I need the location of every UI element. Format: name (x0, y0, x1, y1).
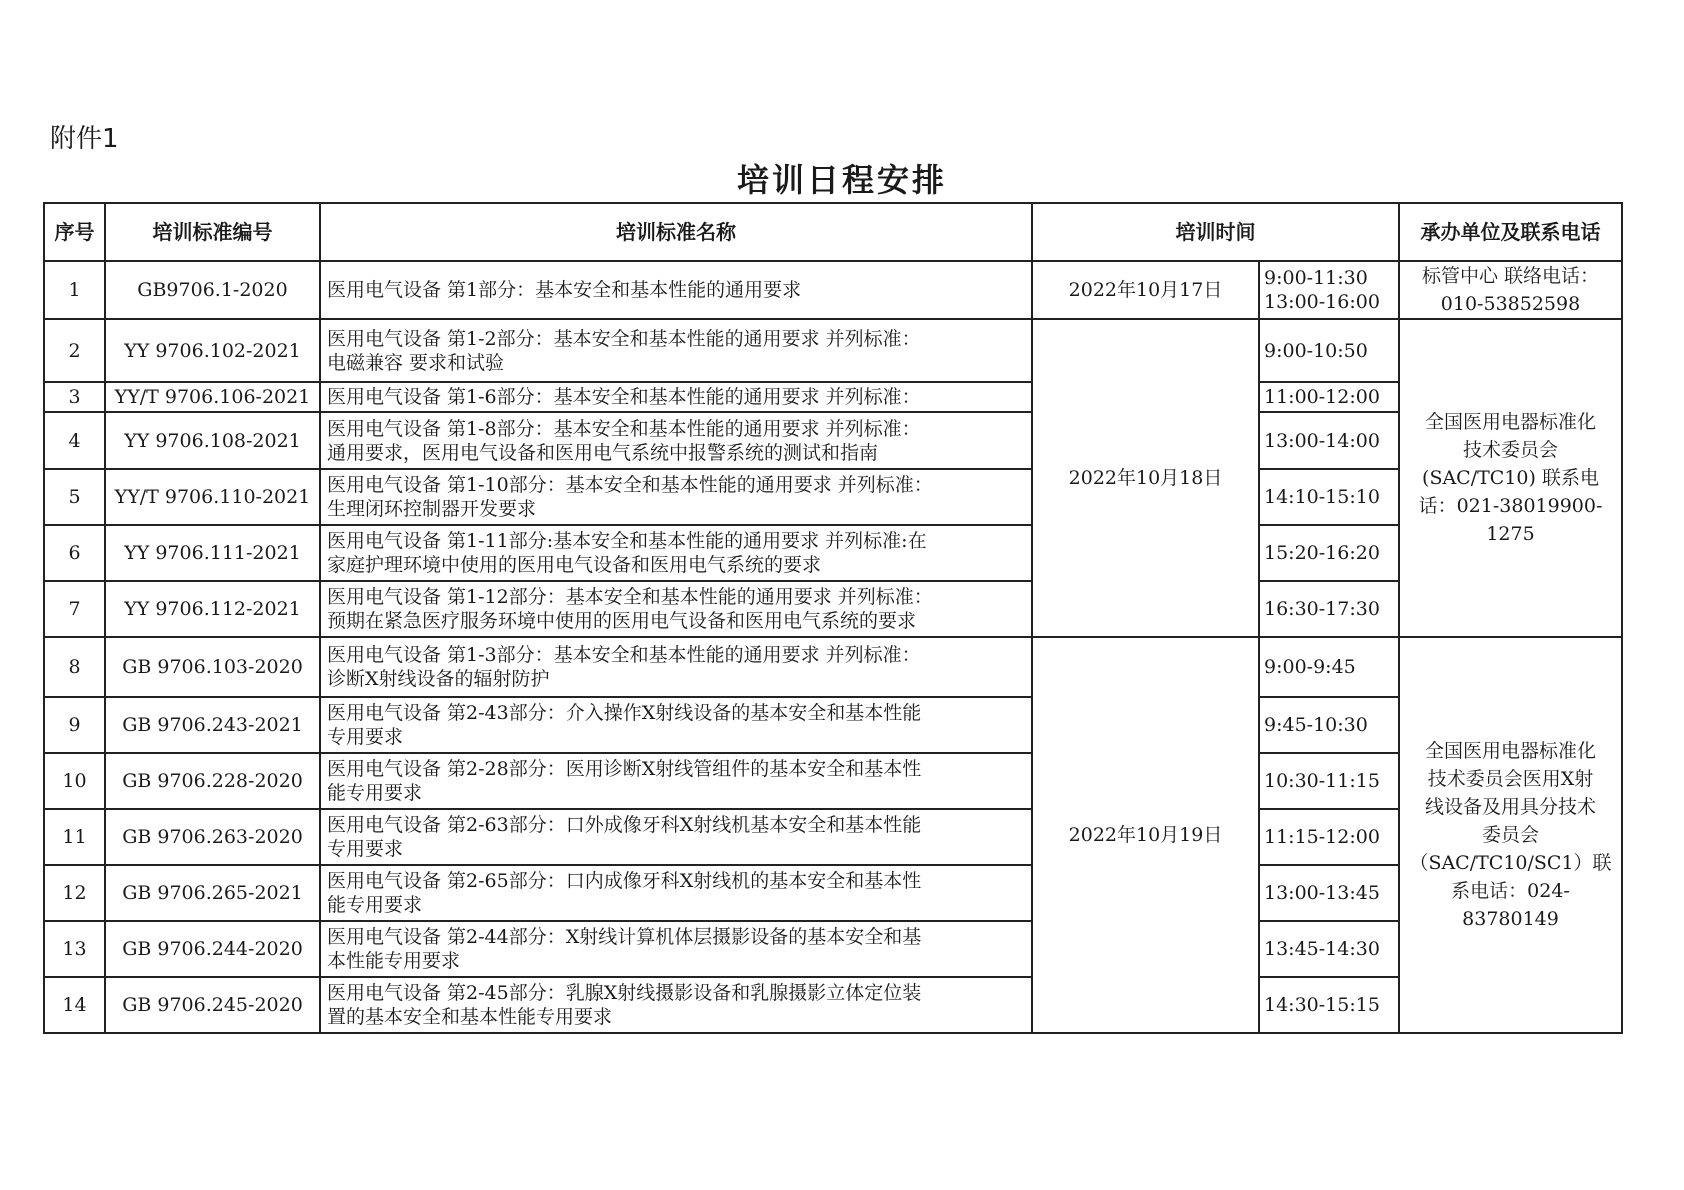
row-no: 8 (44, 637, 105, 697)
table-row (44, 412, 1622, 469)
row-name-line: 通用要求，医用电气设备和医用电气系统中报警系统的测试和指南 (327, 441, 879, 464)
row-name (320, 382, 1032, 412)
row-name-line: 本性能专用要求 (327, 950, 461, 972)
row-time: 13:00-13:45 (1259, 865, 1399, 921)
row-no: 9 (44, 697, 105, 753)
row-name-line: 置的基本安全和基本性能专用要求 (327, 1006, 613, 1028)
org-line: 线设备及用具分技术 (1424, 796, 1596, 818)
row-name-line: 医用电气设备 第1-2部分：基本安全和基本性能的通用要求 并列标准： (327, 327, 921, 350)
row-name (320, 581, 1032, 637)
row-time: 9:45-10:30 (1259, 697, 1399, 753)
row-code: YY/T 9706.110-2021 (105, 469, 320, 525)
row-name-line: 电磁兼容 要求和试验 (327, 351, 505, 374)
header-code: 培训标准编号 (105, 203, 320, 261)
row-no: 11 (44, 809, 105, 865)
org-line: (SAC/TC10) 联系电 (1422, 467, 1599, 489)
org-line: 话：021-38019900- (1418, 495, 1603, 517)
row-name (320, 977, 1032, 1033)
row-no: 4 (44, 412, 105, 469)
row-time: 11:15-12:00 (1259, 809, 1399, 865)
header-name: 培训标准名称 (320, 203, 1032, 261)
row-code: YY 9706.112-2021 (105, 581, 320, 637)
row-name-line: 能专用要求 (327, 894, 423, 916)
org-line: 全国医用电器标准化 (1424, 411, 1596, 433)
row-name (320, 809, 1032, 865)
table-row (44, 382, 1622, 412)
row-time: 9:00-9:45 (1259, 637, 1399, 697)
table-row (44, 319, 1622, 382)
attachment-label: 附件1 (50, 124, 119, 154)
row-time: 15:20-16:20 (1259, 525, 1399, 581)
row-code: YY 9706.102-2021 (105, 319, 320, 382)
row-time: 13:00-14:00 (1259, 412, 1399, 469)
row-code: GB 9706.245-2020 (105, 977, 320, 1033)
table-row (44, 865, 1622, 921)
table-row (44, 581, 1622, 637)
row-no: 13 (44, 921, 105, 977)
row-name-line: 预期在紧急医疗服务环境中使用的医用电气设备和医用电气系统的要求 (327, 610, 917, 632)
row-name (320, 697, 1032, 753)
row-no: 14 (44, 977, 105, 1033)
org-line: 委员会 (1481, 824, 1539, 846)
day3-date: 2022年10月19日 (1032, 637, 1259, 1033)
row-name (320, 921, 1032, 977)
row-time: 16:30-17:30 (1259, 581, 1399, 637)
row-name (320, 865, 1032, 921)
table-row (44, 809, 1622, 865)
row-time: 13:45-14:30 (1259, 921, 1399, 977)
table-header-row (44, 203, 1622, 261)
row-name-line: 专用要求 (327, 838, 404, 860)
org-line: 010-53852598 (1440, 293, 1581, 315)
header-org: 承办单位及联系电话 (1399, 203, 1622, 261)
table-row (44, 753, 1622, 809)
row-time-line: 13:00-16:00 (1264, 291, 1380, 313)
row-name-line: 医用电气设备 第1-3部分：基本安全和基本性能的通用要求 并列标准： (327, 644, 921, 666)
table-row (44, 525, 1622, 581)
row-name (320, 412, 1032, 469)
document-title: 培训日程安排 (736, 161, 947, 199)
row-name-line: 医用电气设备 第1-6部分：基本安全和基本性能的通用要求 并列标准： (327, 386, 921, 408)
row-code: GB 9706.243-2021 (105, 697, 320, 753)
row-time: 14:30-15:15 (1259, 977, 1399, 1033)
table-row (44, 921, 1622, 977)
row-code: YY/T 9706.106-2021 (105, 382, 320, 412)
table-row (44, 977, 1622, 1033)
row-time (1259, 261, 1399, 319)
row-code: GB 9706.265-2021 (105, 865, 320, 921)
org-line: 83780149 (1462, 908, 1559, 930)
row-date: 2022年10月17日 (1032, 261, 1259, 319)
row-code: GB 9706.228-2020 (105, 753, 320, 809)
row-code: GB9706.1-2020 (105, 261, 320, 319)
org-line: （SAC/TC10/SC1）联 (1409, 852, 1612, 874)
row-name (320, 525, 1032, 581)
org-tc10 (1399, 319, 1622, 637)
row-name-line: 家庭护理环境中使用的医用电气设备和医用电气系统的要求 (327, 554, 822, 576)
table-row (44, 261, 1622, 319)
row-org (1399, 261, 1622, 319)
row-time: 14:10-15:10 (1259, 469, 1399, 525)
row-name-line: 医用电气设备 第1-10部分：基本安全和基本性能的通用要求 并列标准： (327, 474, 933, 496)
row-name-line: 医用电气设备 第1部分：基本安全和基本性能的通用要求 (327, 279, 802, 301)
row-name-line: 医用电气设备 第2-63部分：口外成像牙科X射线机基本安全和基本性能 (327, 814, 922, 836)
row-name (320, 261, 1032, 319)
row-no: 1 (44, 261, 105, 319)
row-code: GB 9706.263-2020 (105, 809, 320, 865)
row-time: 10:30-11:15 (1259, 753, 1399, 809)
org-line: 技术委员会 (1462, 439, 1558, 461)
row-time-line: 9:00-11:30 (1264, 267, 1368, 289)
row-name-line: 医用电气设备 第1-11部分:基本安全和基本性能的通用要求 并列标准:在 (327, 530, 927, 552)
row-no: 3 (44, 382, 105, 412)
table-row (44, 469, 1622, 525)
org-line: 1275 (1486, 523, 1535, 545)
row-no: 10 (44, 753, 105, 809)
row-name (320, 753, 1032, 809)
row-name-line: 医用电气设备 第2-28部分：医用诊断X射线管组件的基本安全和基本性 (327, 758, 922, 780)
row-name (320, 469, 1032, 525)
row-name-line: 专用要求 (327, 726, 404, 748)
row-name-line: 诊断X射线设备的辐射防护 (327, 668, 550, 690)
table-row (44, 697, 1622, 753)
row-no: 12 (44, 865, 105, 921)
header-time: 培训时间 (1032, 203, 1399, 261)
row-name (320, 637, 1032, 697)
row-name-line: 医用电气设备 第2-45部分：乳腺X射线摄影设备和乳腺摄影立体定位装 (327, 982, 922, 1004)
table-row (44, 637, 1622, 697)
row-name-line: 医用电气设备 第2-43部分：介入操作X射线设备的基本安全和基本性能 (327, 702, 922, 724)
row-no: 6 (44, 525, 105, 581)
row-no: 2 (44, 319, 105, 382)
row-code: GB 9706.244-2020 (105, 921, 320, 977)
row-name-line: 能专用要求 (327, 782, 423, 804)
org-line: 全国医用电器标准化 (1424, 740, 1596, 762)
row-name-line: 医用电气设备 第1-8部分：基本安全和基本性能的通用要求 并列标准： (327, 417, 921, 440)
org-line: 标管中心 联络电话： (1421, 265, 1600, 287)
row-name-line: 生理闭环控制器开发要求 (327, 498, 537, 520)
row-time: 9:00-10:50 (1259, 319, 1399, 382)
row-name-line: 医用电气设备 第1-12部分：基本安全和基本性能的通用要求 并列标准： (327, 586, 933, 608)
row-time: 11:00-12:00 (1259, 382, 1399, 412)
training-schedule-table (43, 202, 1623, 1034)
row-code: YY 9706.108-2021 (105, 412, 320, 469)
row-code: YY 9706.111-2021 (105, 525, 320, 581)
row-no: 7 (44, 581, 105, 637)
row-no: 5 (44, 469, 105, 525)
org-sc1 (1399, 637, 1622, 1033)
row-name-line: 医用电气设备 第2-65部分：口内成像牙科X射线机的基本安全和基本性 (327, 870, 922, 892)
row-code: GB 9706.103-2020 (105, 637, 320, 697)
row-name (320, 319, 1032, 382)
org-line: 技术委员会医用X射 (1427, 768, 1594, 790)
org-line: 系电话：024- (1451, 880, 1570, 902)
row-name-line: 医用电气设备 第2-44部分：X射线计算机体层摄影设备的基本安全和基 (327, 926, 922, 948)
day2-date: 2022年10月18日 (1032, 319, 1259, 637)
header-no: 序号 (44, 203, 105, 261)
